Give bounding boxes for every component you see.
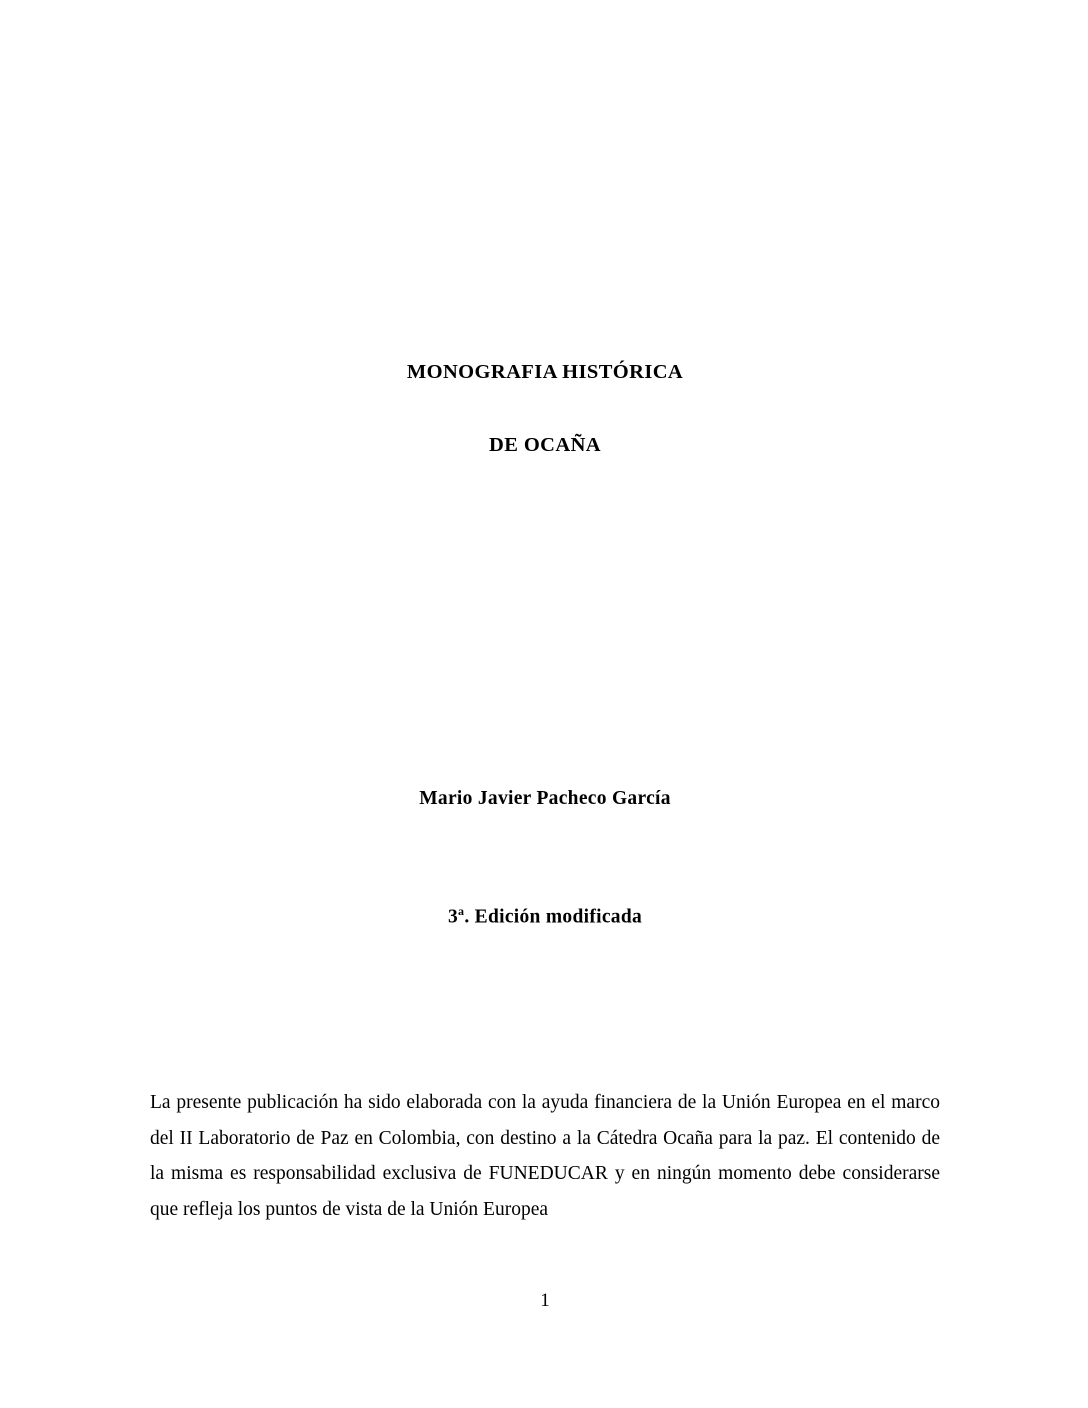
funding-disclaimer: La presente publicación ha sido elaborada con la ayuda financiera de la Unión Europea en el marco del II Laboratorio de Paz en Colombia, con destino a la Cátedra Ocaña para la paz. El contenido de la misma es responsabilidad exclusiva de FUNEDUCAR y en ningún momento debe considerarse que refleja los puntos de vista de la Unión Europea (150, 1092, 940, 1220)
author-block (150, 788, 940, 810)
edition-ordinal: 3 (447, 906, 458, 928)
page-title (150, 360, 940, 457)
author-name: Mario Javier Pacheco García (419, 788, 671, 809)
title-line-1: MONOGRAFIA HISTÓRICA (406, 361, 684, 383)
title-line-2: DE OCAÑA (489, 433, 601, 456)
edition-block (150, 904, 940, 929)
edition-statement (150, 904, 940, 929)
edition-superscript: a (458, 904, 465, 918)
page-content (150, 0, 940, 1408)
edition-rest: . Edición modificada (464, 906, 643, 928)
page-number: 1 (540, 1290, 550, 1311)
